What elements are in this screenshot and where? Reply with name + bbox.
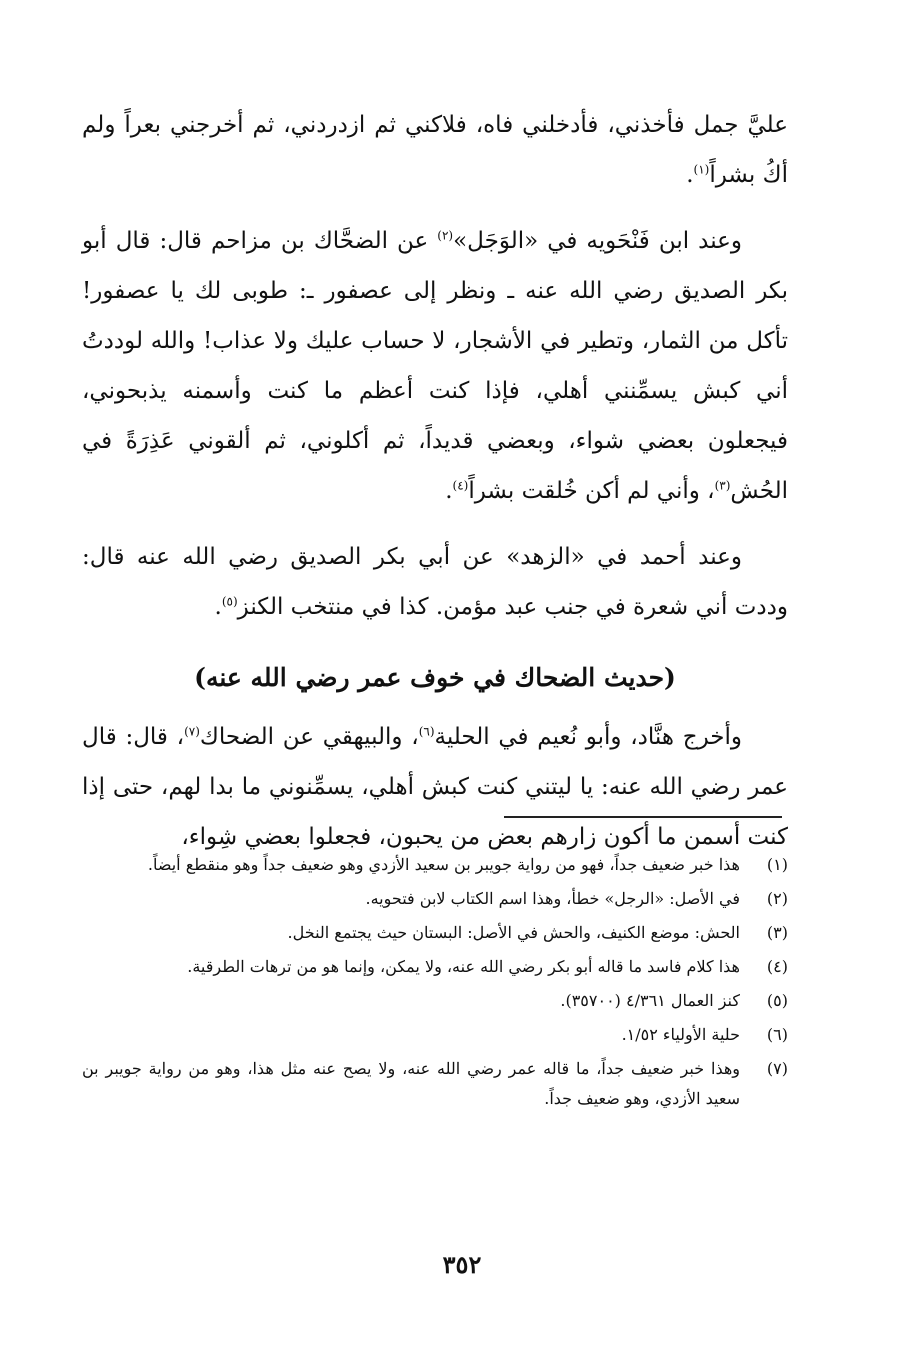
section-heading: (حديث الضحاك في خوف عمر رضي الله عنه) — [194, 663, 676, 692]
paragraph-1: عليَّ جمل فأخذني، فأدخلني فاه، فلاكني ثم ازدردني، ثم أخرجني بعراً ولم أكُ بشراً$^{(١)}$. — [82, 112, 788, 188]
footnote-text: حلية الأولياء ١/٥٢. — [621, 1025, 740, 1044]
footnote-number: (١) — [766, 855, 788, 874]
footnote-number: (٣) — [766, 923, 788, 942]
footnote-ref[interactable]: (٢) — [437, 228, 454, 243]
footnote-ref[interactable]: (٣) — [714, 478, 731, 493]
footnote — [82, 850, 788, 880]
footnote-number: (٤) — [766, 957, 788, 976]
footnote-ref[interactable]: (١) — [693, 162, 710, 177]
footnote-number: (٧) — [766, 1059, 788, 1078]
footnote-text: وهذا خبر ضعيف جداً، ما قاله عمر رضي الله عنه، ولا يصح عنه مثل هذا، وهو من رواية جويبر بن سعيد الأزدي، وهو ضعيف جداً. — [82, 1059, 740, 1108]
footnote-text: هذا خبر ضعيف جداً، فهو من رواية جويبر بن سعيد الأزدي وهو ضعيف جداً وهو منقطع أيضاً. — [147, 855, 740, 874]
main-text — [82, 100, 788, 878]
footnote-text: هذا كلام فاسد ما قاله أبو بكر رضي الله عنه، ولا يمكن، وإنما هو من ترهات الطرقية. — [187, 957, 740, 976]
footnotes — [82, 850, 788, 1118]
footnote — [82, 986, 788, 1016]
footnote — [82, 1054, 788, 1114]
footnote — [82, 952, 788, 982]
footnote — [82, 1020, 788, 1050]
footnote-separator — [504, 816, 782, 818]
paragraph-4: وأخرج هنَّاد، وأبو نُعيم في الحلية$^{(٦)}$، والبيهقي عن الضحاك$^{(٧)}$، قال: قال عمر رضي الله عنه: يا ليتني كنت كبش أهلي، يسمِّنوني ما بدا لهم، حتى إذا كنت أسمن ما أكون زارهم بعض من يحبون، فجعلوا بعضي شِواء، — [82, 724, 788, 850]
footnote-number: (٥) — [766, 991, 788, 1010]
footnote-ref[interactable]: (٦) — [418, 724, 435, 739]
footnote-number: (٦) — [766, 1025, 788, 1044]
paragraph-2: وعند ابن فَنْحَويه في «الوَجَل»$^{(٢)}$ عن الضحَّاك بن مزاحم قال: قال أبو بكر الصديق رضي الله عنه ـ ونظر إلى عصفور ـ: طوبى لك يا عصفور! تأكل من الثمار، وتطير في الأشجار، لا حساب عليك ولا عذاب! والله لوددتُ أني كبش يسمِّنني أهلي، فإذا كنت أعظم ما كنت وأسمنه يذبحوني، فيجعلون بعضي شواء، وبعضي قديداً، ثم أكلوني، ثم ألقوني عَذِرَةً في الحُش$^{(٣)}$، وأني لم أكن خُلقت بشراً$^{(٤)}$. — [82, 228, 788, 504]
footnote — [82, 918, 788, 948]
footnote — [82, 884, 788, 914]
footnote-ref[interactable]: (٤) — [452, 478, 469, 493]
footnote-text: كنز العمال ٤/٣٦١ (٣٥٧٠٠). — [560, 991, 740, 1010]
paragraph-3: وعند أحمد في «الزهد» عن أبي بكر الصديق رضي الله عنه قال: وددت أني شعرة في جنب عبد مؤمن. كذا في منتخب الكنز$^{(٥)}$. — [82, 544, 788, 620]
footnote-ref[interactable]: (٥) — [221, 594, 238, 609]
footnote-text: في الأصل: «الرجل» خطأ، وهذا اسم الكتاب لابن فتحويه. — [365, 889, 740, 908]
footnote-ref[interactable]: (٧) — [184, 724, 200, 739]
footnote-number: (٢) — [766, 889, 788, 908]
page-number: ٣٥٢ — [442, 1250, 482, 1279]
footnote-text: الحش: موضع الكنيف، والحش في الأصل: البستان حيث يجتمع النخل. — [287, 923, 740, 942]
